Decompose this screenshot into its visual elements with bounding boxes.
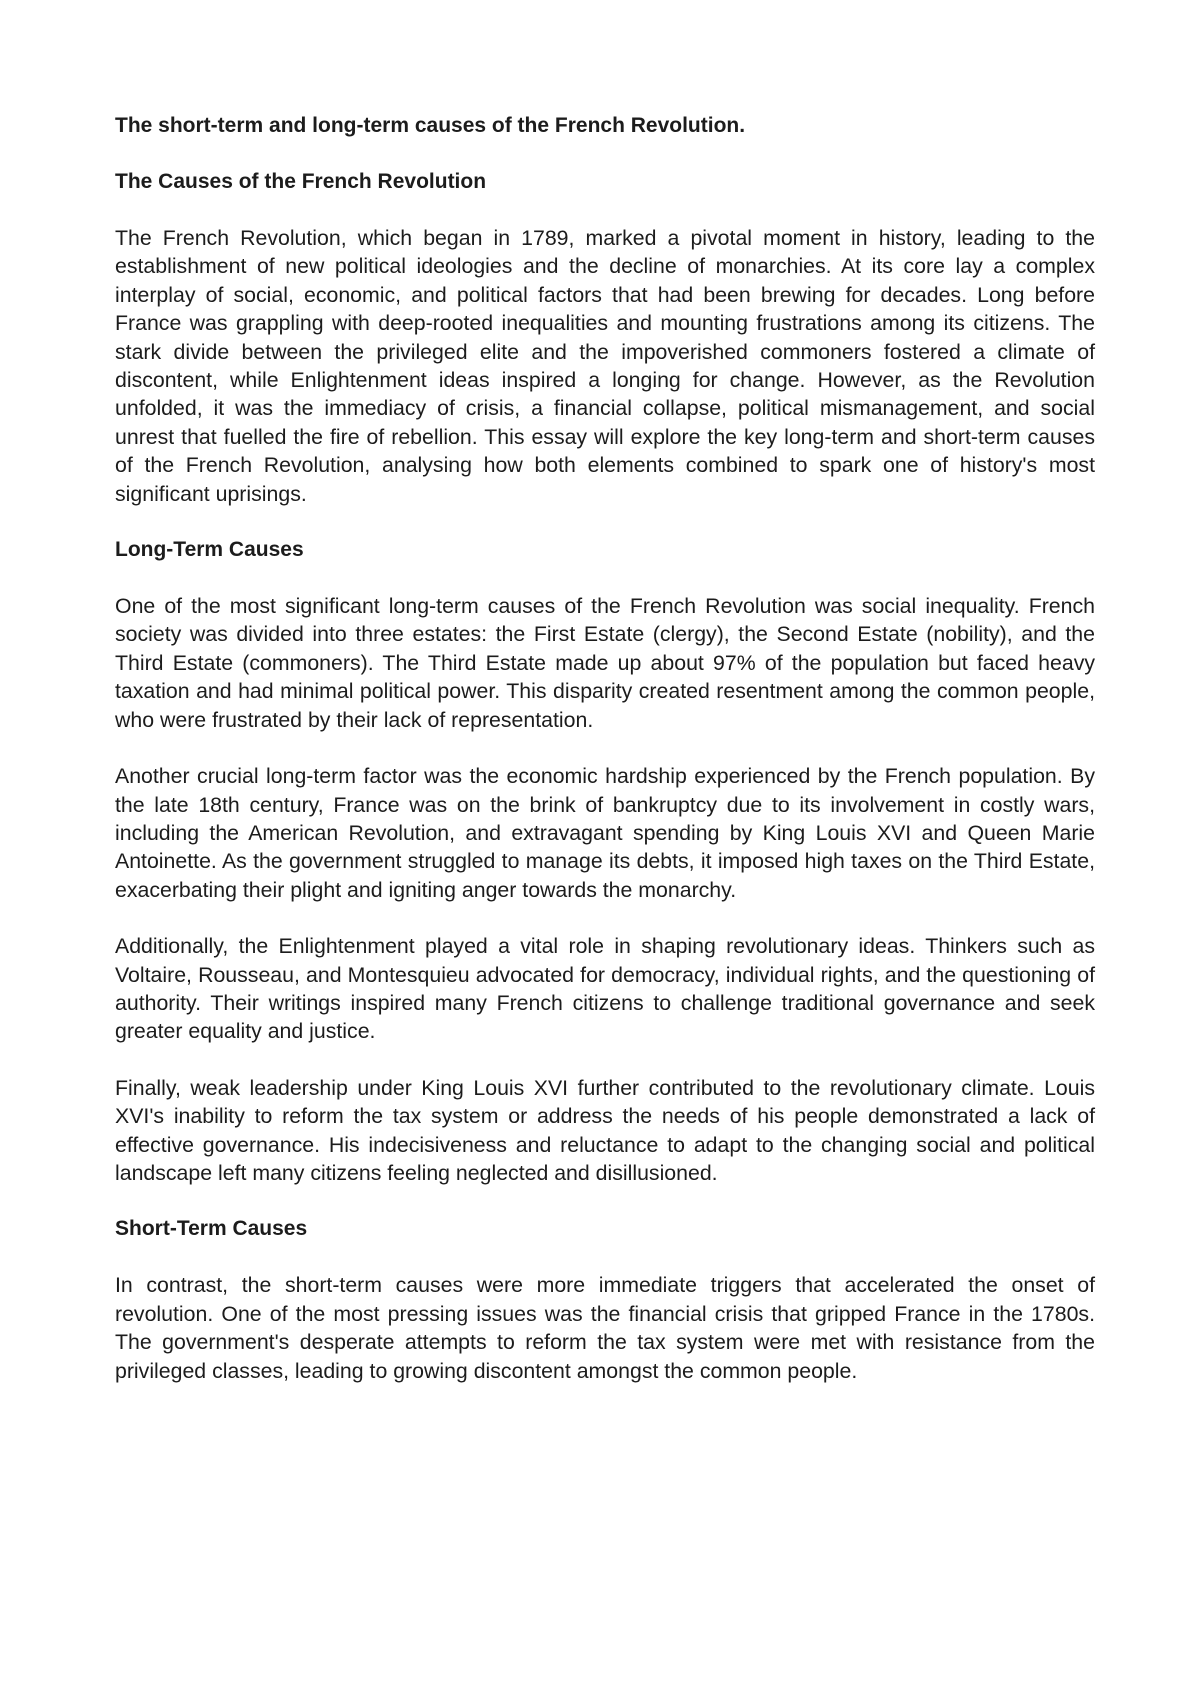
section-heading-causes: The Causes of the French Revolution — [115, 170, 487, 193]
short-term-paragraph-1: In contrast, the short-term causes were more immediate triggers that accelerated the onset of revolution. One of the most pressing issues was the financial crisis that gripped France in the 1780s. The government's desperate attempts to reform the tax system were met with resistance from the privileged classes, leading to growing discontent amongst the common people. — [115, 1273, 1095, 1383]
long-term-paragraph-4: Finally, weak leadership under King Louis XVI further contributed to the revolutionary climate. Louis XVI's inability to reform the tax system or address the needs of his people demonstrated a lack of effective governance. His indecisiveness and reluctance to adapt to the changing social and political landscape left many citizens feeling neglected and disillusioned. — [115, 1075, 1095, 1185]
long-term-paragraph-3: Additionally, the Enlightenment played a vital role in shaping revolutionary ideas. Thinkers such as Voltaire, Rousseau, and Montesquieu advocated for democracy, individual rights, and the questioning of authority. Their writings inspired many French citizens to challenge traditional governance and seek greater equality and justice. — [115, 934, 1095, 1044]
intro-paragraph: The French Revolution, which began in 1789, marked a pivotal moment in history, leading to the establishment of new political ideologies and the decline of monarchies. At its core lay a complex interplay of social, economic, and political factors that had been brewing for decades. Long before France was grappling with deep-rooted inequalities and mounting frustrations among its citizens. The stark divide between the privileged elite and the impoverished commoners fostered a climate of discontent, while Enlightenment ideas inspired a longing for change. However, as the Revolution unfolded, it was the immediacy of crisis, a financial collapse, political mismanagement, and social unrest that fuelled the fire of rebellion. This essay will explore the key long-term and short-term causes of the French Revolution, analysing how both elements combined to spark one of history's most significant uprisings. — [115, 226, 1095, 506]
document-page — [115, 112, 1095, 1413]
document-title: The short-term and long-term causes of the French Revolution. — [115, 114, 746, 137]
long-term-paragraph-2: Another crucial long-term factor was the economic hardship experienced by the French population. By the late 18th century, France was on the brink of bankruptcy due to its involvement in costly wars, including the American Revolution, and extravagant spending by King Louis XVI and Queen Marie Antoinette. As the government struggled to manage its debts, it imposed high taxes on the Third Estate, exacerbating their plight and igniting anger towards the monarchy. — [115, 764, 1095, 902]
section-heading-long-term: Long-Term Causes — [115, 538, 304, 562]
long-term-paragraph-1: One of the most significant long-term causes of the French Revolution was social inequality. French society was divided into three estates: the First Estate (clergy), the Second Estate (nobility), and the Third Estate (commoners). The Third Estate made up about 97% of the population but faced heavy taxation and had minimal political power. This disparity created resentment among the common people, who were frustrated by their lack of representation. — [115, 594, 1095, 732]
section-heading-short-term: Short-Term Causes — [115, 1217, 308, 1241]
